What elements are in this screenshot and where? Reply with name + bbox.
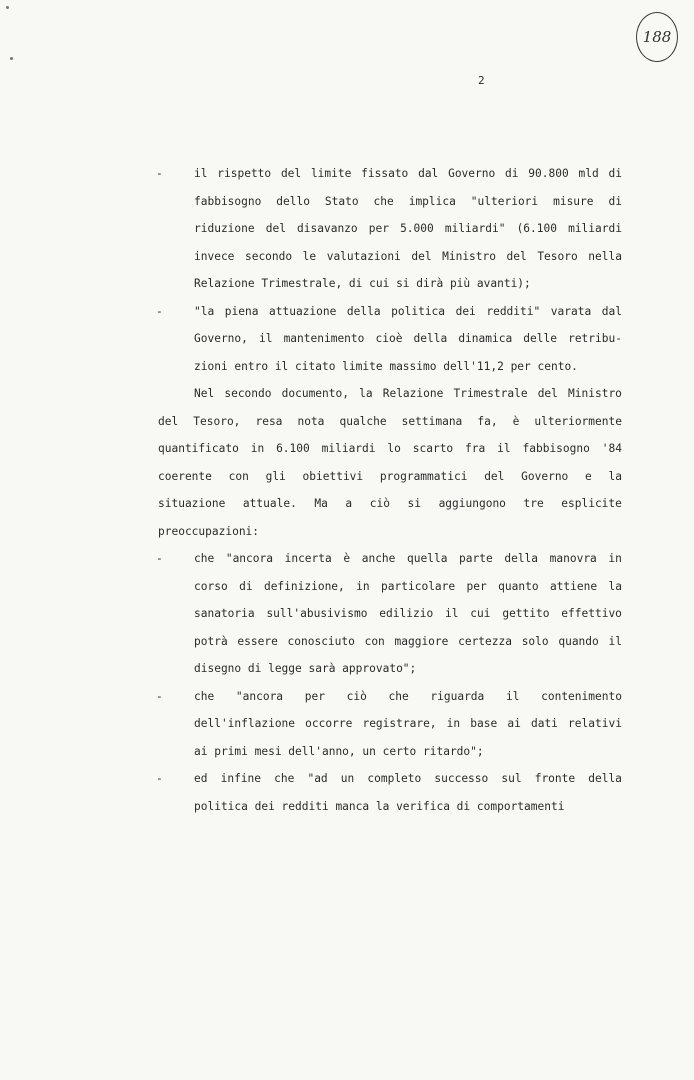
text-line: preoccupazioni: — [158, 524, 260, 538]
text-line: disegno di legge sarà approvato"; — [194, 662, 417, 675]
text-line: politica dei redditi manca la verifica di comportamenti — [194, 799, 565, 813]
bullet-dash: - — [156, 772, 163, 785]
text-line: del Tesoro, resa nota qualche settimana fa, è ulteriormente — [158, 414, 622, 428]
scan-speck — [10, 57, 13, 60]
text-line: coerente con gli obiettivi programmatici del Governo e la — [158, 469, 622, 483]
text-line: Relazione Trimestrale, di cui si dirà più avanti); — [194, 277, 531, 290]
document-body — [158, 160, 622, 820]
bullet-item — [158, 765, 622, 820]
text-line: Nel secondo documento, la Relazione Trimestrale del Ministro — [194, 387, 622, 400]
text-line: fabbisogno dello Stato che implica "ulteriori misure di — [194, 194, 622, 208]
text-line: il rispetto del limite fissato dal Governo di 90.800 mld di — [194, 167, 622, 180]
bullet-item — [158, 683, 622, 766]
text-line: invece secondo le valutazioni del Ministro del Tesoro nella — [194, 249, 622, 263]
bullet-item — [158, 545, 622, 683]
text-line: che "ancora incerta è anche quella parte della manovra in — [194, 552, 622, 565]
text-line: situazione attuale. Ma a ciò si aggiungono tre esplicite — [158, 497, 622, 510]
page-stamp — [636, 12, 678, 62]
bullet-item — [158, 298, 622, 381]
text-line: sanatoria sull'abusivismo edilizio il cui gettito effettivo — [194, 607, 622, 620]
text-line: ai primi mesi dell'anno, un certo ritardo"; — [194, 744, 484, 758]
text-line: zioni entro il citato limite massimo dell'11,2 per cento. — [194, 359, 578, 373]
bullet-dash: - — [156, 167, 163, 180]
text-line: dell'inflazione occorre registrare, in base ai dati relativi — [194, 717, 622, 730]
stamp-number: 188 — [642, 28, 672, 46]
text-line: corso di definizione, in particolare per quanto attiene la — [194, 579, 622, 593]
bullet-item — [158, 160, 622, 298]
bullet-dash: - — [156, 304, 163, 318]
paragraph — [158, 380, 622, 545]
text-line: che "ancora per ciò che riguarda il contenimento — [194, 689, 622, 703]
text-line: potrà essere conosciuto con maggiore certezza solo quando il — [194, 634, 622, 648]
scan-speck — [6, 6, 9, 9]
bullet-dash: - — [156, 552, 163, 565]
bullet-dash: - — [156, 689, 163, 703]
text-line: quantificato in 6.100 miliardi lo scarto fra il fabbisogno '84 — [158, 442, 622, 455]
page-number: 2 — [478, 74, 485, 87]
text-line: Governo, il mantenimento cioè della dinamica delle retribu- — [194, 332, 622, 345]
text-line: ed infine che "ad un completo successo sul fronte della — [194, 772, 622, 785]
text-line: "la piena attuazione della politica dei redditi" varata dal — [194, 304, 622, 318]
text-line: riduzione del disavanzo per 5.000 miliardi" (6.100 miliardi — [194, 222, 622, 235]
